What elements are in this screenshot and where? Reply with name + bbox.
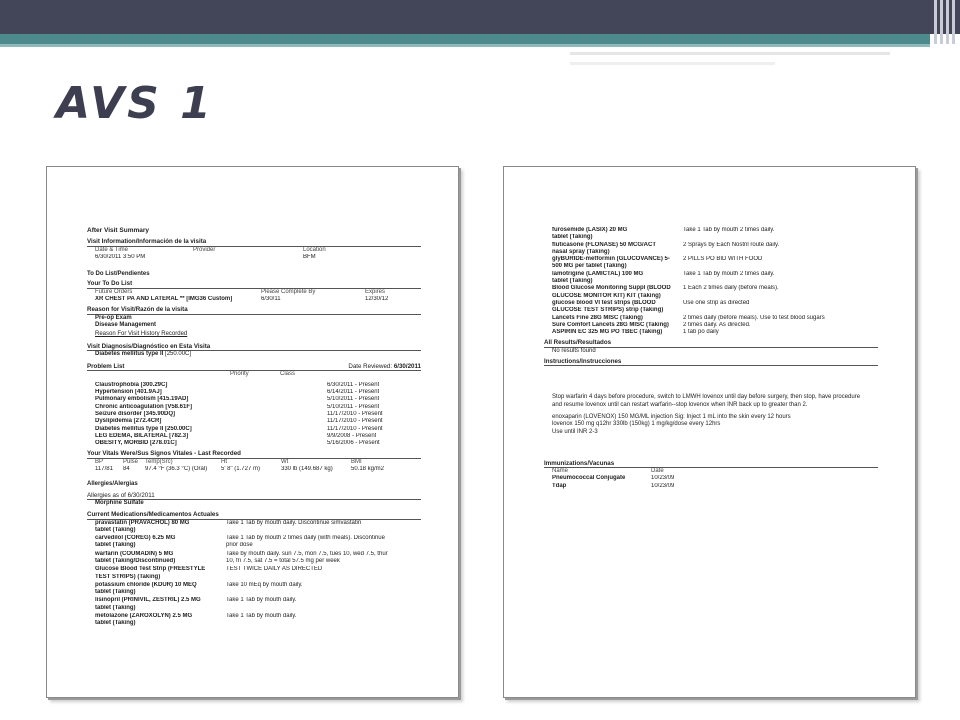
document-page-1 — [46, 166, 459, 698]
medication-sig-cont — [226, 527, 416, 534]
medication-form: tablet (Taking) — [95, 526, 136, 533]
medication-name: metolazone (ZAROXOLYN) 2.5 MG — [95, 613, 193, 620]
medication-sig: Take 1 Tab by mouth 2 times daily. — [683, 227, 775, 233]
section-problem-list: Problem List Date Reviewed: 6/30/2011 — [87, 363, 421, 371]
immunization-name: Tdap — [552, 482, 567, 489]
medication-name: potassium chloride (KDUR) 10 MEQ — [95, 581, 197, 588]
vitals-values: 117/81 84 97.4 °F (36.3 °C) (Oral) 5' 8" (1.727 m) 330 lb (149.687 kg) 50.18 kg/m2 — [95, 466, 385, 473]
problem-name: Seizure disorder [345.90DQ] — [95, 410, 176, 417]
medication-name: glyBURIDE-metformin (GLUCOVANCE) 5- — [552, 256, 670, 263]
reason-item: Pre-op Exam — [95, 314, 132, 321]
medication-row — [552, 322, 878, 329]
medication-row — [95, 566, 421, 573]
medication-sig: Take 1 Tab by mouth daily. — [226, 597, 297, 604]
medication-name: glucose blood VI test strips (BLOOD — [552, 299, 656, 306]
problem-date: 11/17/2010 - Present — [327, 418, 383, 425]
medication-name: warfarin (COUMADIN) 5 MG — [95, 550, 174, 557]
problem-row — [87, 411, 421, 418]
slide-deco-line — [570, 52, 890, 55]
problem-row — [87, 433, 421, 440]
medication-sig-cont — [226, 620, 416, 627]
todo-subheading: Your To Do List — [87, 280, 421, 288]
medication-sig: 2 PILLS PO BID WITH FOOD — [683, 256, 763, 263]
medication-form: tablet (Taking) — [552, 278, 593, 285]
todo-header: Future Orders Please Complete By Expires — [95, 288, 386, 295]
medication-form: GLUCOSE TEST STRIPS) strip (Taking) — [552, 307, 664, 314]
medication-name: ASPIRIN EC 325 MG PO TBEC (Taking) — [552, 329, 663, 336]
problem-name: Hypertension [401.9AJ] — [95, 389, 162, 396]
medication-sig: Use one strip as directed — [683, 299, 750, 306]
problem-date: 11/17/2010 - Present — [327, 425, 383, 432]
section-vitals: Your Vitals Were/Sus Signos Vitales - Last Recorded — [87, 450, 421, 458]
immunization-name: Pneumococcal Conjugate — [552, 475, 626, 482]
medication-sig: 2 Sprays by Each Nostril route daily. — [683, 241, 780, 248]
medication-sig: Take 10 mEq by mouth daily. — [226, 581, 303, 588]
medication-row-cont — [552, 293, 878, 300]
medication-form: tablet (Taking) — [552, 234, 593, 241]
medication-row — [552, 256, 878, 263]
document-page-2 — [503, 166, 916, 698]
allergy-item: Morphine Sulfate — [95, 499, 144, 506]
medication-sig: 1 Each 2 times daily (before meals). — [683, 285, 779, 292]
medication-sig: Take by mouth daily. sun 7.5, mon 7.5, tues 10, wed 7.5, thur — [226, 550, 388, 557]
medication-row — [95, 520, 421, 527]
medication-name: carvedilol (COREG) 6.25 MG — [95, 535, 176, 542]
diagnosis-row: Diabetes mellitus type II [250.00C] — [95, 350, 192, 357]
problem-list — [87, 382, 421, 448]
medication-name: Sure Comfort Lancets 28G MISC (Taking) — [552, 321, 669, 328]
medication-name: lamotrigine (LAMICTAL) 100 MG — [552, 270, 644, 277]
medication-row — [95, 582, 421, 589]
section-instructions: Instructions/Instrucciones — [544, 358, 878, 366]
medication-sig-cont — [226, 605, 416, 612]
medication-name: furosemide (LASIX) 20 MG — [552, 227, 628, 233]
medication-sig: Take 1 Tab by mouth daily. — [226, 613, 297, 620]
immunizations-header: Name Date — [552, 468, 664, 475]
medication-form: 500 MG per tablet (Taking) — [552, 263, 627, 270]
medication-name: Blood Glucose Monitoring Suppl (BLOOD — [552, 285, 671, 292]
problem-row — [87, 389, 421, 396]
instructions-line: lovenox 150 mg q12hr 330lb (150kg) 1 mg/kg/dose every 12hrs — [552, 421, 721, 428]
medication-form: GLUCOSE MONITOR KIT) KIT (Taking) — [552, 292, 661, 299]
medication-row — [552, 329, 878, 336]
reason-item: Disease Management — [95, 321, 157, 328]
visit-info-row: 6/30/2011 3:50 PM BFM — [95, 253, 316, 260]
medication-row — [95, 597, 421, 604]
medication-sig: 2 times daily. As directed. — [683, 321, 751, 328]
medication-row-cont — [552, 263, 878, 270]
medication-sig-cont: prior dose — [226, 542, 253, 549]
medication-sig: 2 times daily (before meals). Use to test blood sugars — [683, 314, 825, 321]
medication-form: tablet (Taking) — [95, 620, 136, 627]
section-todo: To Do List/Pendientes — [87, 271, 150, 278]
medication-sig-cont — [226, 589, 416, 596]
section-visit-info: Visit Information/Información de la visita — [87, 238, 421, 246]
problem-date: 9/9/2008 - Present — [327, 432, 377, 439]
immunization-date: 10/23/09 — [651, 482, 675, 489]
medication-row-cont — [95, 574, 421, 581]
medication-row — [552, 242, 878, 249]
slide-title: AVS 1 — [56, 78, 214, 129]
medication-form: nasal spray (Taking) — [552, 248, 610, 255]
section-diagnosis: Visit Diagnosis/Diagnóstico en Esta Visita — [87, 343, 421, 351]
immunization-row — [552, 483, 878, 490]
problem-name: Pulmonary embolism [415.19AD] — [95, 396, 189, 403]
problem-name: OBESITY, MORBID [278.01C] — [95, 440, 177, 447]
medication-list — [87, 520, 421, 628]
problem-date: 6/14/2011 - Present — [327, 389, 380, 396]
slide-corner-stripes — [930, 0, 960, 44]
doc-title: After Visit Summary — [87, 227, 150, 234]
medication-name: lisinopril (PRINIVIL, ZESTRIL) 2.5 MG — [95, 597, 201, 604]
problem-row — [87, 404, 421, 411]
medication-row — [95, 613, 421, 620]
medication-sig: Take 1 Tab by mouth daily. Discontinue simvastatin — [226, 519, 362, 526]
problem-name: Dyslipidemia [272.4CR] — [95, 418, 162, 425]
medication-name: Lancets Fine 28G MISC (Taking) — [552, 314, 643, 321]
slide-deco-line — [570, 62, 775, 65]
medication-sig-cont — [226, 574, 416, 581]
problem-date: 5/10/2011 - Present — [327, 403, 380, 410]
immunization-date: 10/23/09 — [651, 475, 675, 482]
medication-row — [552, 285, 878, 292]
instructions-paragraph: Stop warfarin 4 days before procedure, switch to LMWH lovenox until day before surgery, then stop, have procedure and resume lovenox until can restart warfarin--stop lovenox when INR back up to greater than 2. — [552, 394, 861, 408]
medication-name: Glucose Blood Test Strip (FREESTYLE — [95, 566, 206, 573]
slide-top-bar — [0, 0, 960, 34]
medication-row-cont — [552, 234, 878, 241]
problem-row — [87, 418, 421, 425]
medication-row-cont — [95, 589, 421, 596]
medication-row-cont — [95, 527, 421, 534]
medication-form: tablet (Taking/Discontinued) — [95, 557, 176, 564]
medication-row — [552, 227, 878, 234]
medication-sig: 1 tab po daily — [683, 329, 719, 336]
medication-name: fluticasone (FLONASE) 50 MCG/ACT — [552, 241, 657, 248]
section-immunizations: Immunizations/Vacunas — [544, 460, 878, 468]
medication-row-cont — [95, 542, 421, 549]
medication-row — [95, 535, 421, 542]
medication-row-cont — [552, 278, 878, 285]
medication-row — [552, 271, 878, 278]
slide-accent-band — [0, 34, 930, 44]
section-medications: Current Medications/Medicamentos Actuales — [87, 511, 421, 519]
problem-date: 11/17/2010 - Present — [327, 410, 383, 417]
allergies-subheading: Allergies as of 6/30/2011 — [87, 492, 421, 500]
medication-sig: TEST TWICE DAILY AS DIRECTED — [226, 566, 323, 573]
problem-list-header: Priority Class — [230, 371, 296, 378]
section-allergies: Allergies/Alergias — [87, 481, 138, 488]
problem-date: 5/10/2011 - Present — [327, 396, 380, 403]
medication-sig-cont: 10, fri 7.5, sat 7.5 = total 57.5 mg per week — [226, 557, 340, 564]
medication-row-cont — [552, 307, 878, 314]
medication-row-cont — [95, 605, 421, 612]
instructions-line: Use until INR 2-3 — [552, 428, 598, 435]
problem-date: 5/16/2006 - Present — [327, 440, 380, 447]
problem-row — [87, 396, 421, 403]
problem-name: LEG EDEMA, BILATERAL [782.3] — [95, 432, 189, 439]
todo-order-row: XR CHEST PA AND LATERAL ** [IMG36 Custom] 6/30/11 12/30/12 — [95, 296, 389, 303]
problem-row — [87, 382, 421, 389]
section-results: All Results/Resultados — [544, 339, 878, 347]
medication-form: tablet (Taking) — [95, 604, 136, 611]
vitals-header: BP Pulse Temp(Src) Ht Wt BMI — [95, 458, 362, 465]
problem-name: Diabetes mellitus type II [250.00C] — [95, 425, 192, 432]
medication-row-cont — [95, 558, 421, 565]
medication-row — [95, 551, 421, 558]
problem-row — [87, 440, 421, 447]
immunization-list — [544, 475, 878, 490]
medication-row — [552, 315, 878, 322]
section-reason: Reason for Visit/Razón de la visita — [87, 306, 421, 314]
medication-form: tablet (Taking) — [95, 589, 136, 596]
medication-list-continued — [544, 227, 878, 336]
problem-name: Claustrophobia [300.29C] — [95, 381, 168, 388]
after-visit-summary — [87, 227, 421, 629]
medication-sig: Take 1 Tab by mouth 2 times daily. — [683, 270, 775, 277]
instructions-line: enoxaparin (LOVENOX) 150 MG/ML injection Sig: Inject 1 mL into the skin every 12 hours — [552, 413, 791, 420]
medication-name: pravastatin (PRAVACHOL) 80 MG — [95, 519, 190, 526]
medication-row — [552, 300, 878, 307]
medication-sig: Take 1 Tab by mouth 2 times daily (with meals). Discontinue — [226, 535, 385, 542]
medication-row-cont — [95, 620, 421, 627]
reason-history-link[interactable]: Reason For Visit History Recorded — [95, 331, 188, 338]
problem-date: 6/30/2011 - Present — [327, 381, 380, 388]
medication-form: tablet (Taking) — [95, 542, 136, 549]
after-visit-summary-continued — [544, 227, 878, 490]
immunization-row — [552, 475, 878, 482]
medication-row-cont — [552, 249, 878, 256]
results-text: No results found — [552, 347, 596, 354]
visit-info-header: Date & Time Provider Location — [95, 246, 326, 253]
slide-divider-line — [0, 47, 930, 49]
problem-row — [87, 426, 421, 433]
medication-form: TEST STRIPS) (Taking) — [95, 573, 161, 580]
problem-name: Chronic anticoagulation [V58.61F] — [95, 403, 193, 410]
